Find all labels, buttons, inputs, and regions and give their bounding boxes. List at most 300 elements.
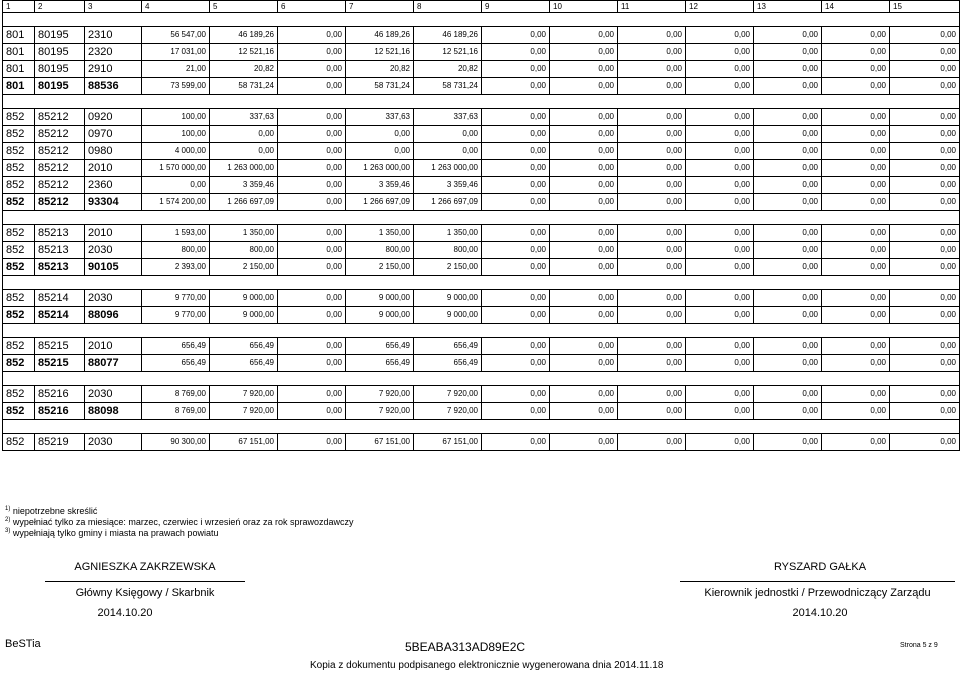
copy-note: Kopia z dokumentu podpisanego elektronicznie wygenerowana dnia 2014.11.18 (310, 660, 664, 671)
cell-col-1: 852 (3, 338, 35, 355)
cell-col-1: 852 (3, 109, 35, 126)
cell-col-6: 0,00 (278, 386, 346, 403)
table-row (3, 177, 960, 194)
separator-row (3, 95, 960, 109)
cell-col-9: 0,00 (482, 434, 550, 451)
cell-col-6: 0,00 (278, 109, 346, 126)
cell-col-9: 0,00 (482, 307, 550, 324)
signature-left-role: Główny Księgowy / Skarbnik (75, 587, 215, 599)
cell-col-5: 12 521,16 (210, 44, 278, 61)
cell-col-10: 0,00 (550, 27, 618, 44)
cell-col-12: 0,00 (686, 126, 754, 143)
cell-col-7: 1 350,00 (346, 225, 414, 242)
cell-col-11: 0,00 (618, 434, 686, 451)
cell-col-12: 0,00 (686, 27, 754, 44)
cell-col-1: 852 (3, 143, 35, 160)
cell-col-14: 0,00 (822, 44, 890, 61)
cell-col-6: 0,00 (278, 434, 346, 451)
cell-col-11: 0,00 (618, 143, 686, 160)
subtotal-row (3, 78, 960, 95)
cell-col-2: 85213 (35, 259, 85, 276)
header-cell: 7 (346, 1, 414, 13)
cell-col-10: 0,00 (550, 403, 618, 420)
cell-col-1: 852 (3, 386, 35, 403)
cell-col-4: 17 031,00 (142, 44, 210, 61)
cell-col-15: 0,00 (890, 126, 960, 143)
cell-col-8: 12 521,16 (414, 44, 482, 61)
cell-col-10: 0,00 (550, 225, 618, 242)
cell-col-9: 0,00 (482, 143, 550, 160)
signature-right-line (680, 581, 955, 582)
cell-col-15: 0,00 (890, 194, 960, 211)
cell-col-5: 1 266 697,09 (210, 194, 278, 211)
cell-col-11: 0,00 (618, 242, 686, 259)
cell-col-5: 656,49 (210, 355, 278, 372)
cell-col-8: 9 000,00 (414, 290, 482, 307)
cell-col-15: 0,00 (890, 259, 960, 276)
cell-col-10: 0,00 (550, 307, 618, 324)
table-row (3, 160, 960, 177)
cell-col-3: 2010 (85, 160, 142, 177)
cell-col-1: 852 (3, 160, 35, 177)
cell-col-7: 9 000,00 (346, 290, 414, 307)
cell-col-7: 12 521,16 (346, 44, 414, 61)
cell-col-13: 0,00 (754, 338, 822, 355)
cell-col-6: 0,00 (278, 143, 346, 160)
separator-row (3, 211, 960, 225)
cell-col-11: 0,00 (618, 290, 686, 307)
cell-col-8: 7 920,00 (414, 386, 482, 403)
cell-col-4: 73 599,00 (142, 78, 210, 95)
cell-col-7: 67 151,00 (346, 434, 414, 451)
cell-col-1: 852 (3, 355, 35, 372)
signature-right-name: RYSZARD GAŁKA (773, 561, 867, 573)
cell-col-6: 0,00 (278, 355, 346, 372)
cell-col-8: 337,63 (414, 109, 482, 126)
cell-col-12: 0,00 (686, 307, 754, 324)
cell-col-12: 0,00 (686, 403, 754, 420)
cell-col-13: 0,00 (754, 307, 822, 324)
cell-col-11: 0,00 (618, 338, 686, 355)
cell-col-1: 852 (3, 194, 35, 211)
table-row (3, 338, 960, 355)
cell-col-13: 0,00 (754, 44, 822, 61)
cell-col-15: 0,00 (890, 27, 960, 44)
cell-col-1: 801 (3, 61, 35, 78)
table-row (3, 242, 960, 259)
cell-col-14: 0,00 (822, 355, 890, 372)
cell-col-1: 852 (3, 259, 35, 276)
cell-col-15: 0,00 (890, 403, 960, 420)
cell-col-14: 0,00 (822, 177, 890, 194)
cell-col-10: 0,00 (550, 126, 618, 143)
footnote-3-text: wypełniają tylko gminy i miasta na prawach powiatu (12, 528, 219, 538)
cell-col-10: 0,00 (550, 61, 618, 78)
cell-col-8: 20,82 (414, 61, 482, 78)
cell-col-15: 0,00 (890, 386, 960, 403)
cell-col-2: 85215 (35, 338, 85, 355)
cell-col-4: 100,00 (142, 109, 210, 126)
cell-col-4: 1 570 000,00 (142, 160, 210, 177)
cell-col-4: 656,49 (142, 355, 210, 372)
cell-col-7: 0,00 (346, 143, 414, 160)
cell-col-4: 2 393,00 (142, 259, 210, 276)
cell-col-8: 800,00 (414, 242, 482, 259)
cell-col-6: 0,00 (278, 177, 346, 194)
cell-col-5: 7 920,00 (210, 403, 278, 420)
cell-col-7: 656,49 (346, 355, 414, 372)
cell-col-5: 337,63 (210, 109, 278, 126)
cell-col-10: 0,00 (550, 386, 618, 403)
cell-col-9: 0,00 (482, 386, 550, 403)
cell-col-13: 0,00 (754, 355, 822, 372)
cell-col-3: 2310 (85, 27, 142, 44)
cell-col-2: 85213 (35, 242, 85, 259)
cell-col-11: 0,00 (618, 403, 686, 420)
cell-col-9: 0,00 (482, 290, 550, 307)
signature-right-date: 2014.10.20 (792, 607, 848, 619)
cell-col-8: 7 920,00 (414, 403, 482, 420)
cell-col-13: 0,00 (754, 434, 822, 451)
cell-col-6: 0,00 (278, 44, 346, 61)
cell-col-3: 93304 (85, 194, 142, 211)
cell-col-2: 80195 (35, 27, 85, 44)
cell-col-1: 801 (3, 78, 35, 95)
table-row (3, 434, 960, 451)
cell-col-12: 0,00 (686, 177, 754, 194)
cell-col-3: 2030 (85, 242, 142, 259)
cell-col-9: 0,00 (482, 355, 550, 372)
table-row (3, 27, 960, 44)
table-row (3, 143, 960, 160)
header-cell: 1 (3, 1, 35, 13)
cell-col-14: 0,00 (822, 225, 890, 242)
cell-col-14: 0,00 (822, 78, 890, 95)
cell-col-13: 0,00 (754, 242, 822, 259)
cell-col-12: 0,00 (686, 386, 754, 403)
report-table (2, 0, 960, 451)
cell-col-3: 2910 (85, 61, 142, 78)
cell-col-11: 0,00 (618, 160, 686, 177)
cell-col-10: 0,00 (550, 338, 618, 355)
cell-col-11: 0,00 (618, 27, 686, 44)
cell-col-8: 0,00 (414, 143, 482, 160)
cell-col-4: 100,00 (142, 126, 210, 143)
cell-col-12: 0,00 (686, 355, 754, 372)
cell-col-15: 0,00 (890, 338, 960, 355)
header-cell: 6 (278, 1, 346, 13)
cell-col-12: 0,00 (686, 290, 754, 307)
subtotal-row (3, 355, 960, 372)
cell-col-9: 0,00 (482, 61, 550, 78)
cell-col-10: 0,00 (550, 355, 618, 372)
cell-col-5: 0,00 (210, 143, 278, 160)
cell-col-6: 0,00 (278, 61, 346, 78)
cell-col-1: 852 (3, 434, 35, 451)
cell-col-11: 0,00 (618, 225, 686, 242)
cell-col-10: 0,00 (550, 44, 618, 61)
subtotal-row (3, 307, 960, 324)
footnote-1-text: niepotrzebne skreślić (12, 506, 98, 516)
cell-col-4: 90 300,00 (142, 434, 210, 451)
cell-col-7: 20,82 (346, 61, 414, 78)
cell-col-3: 2320 (85, 44, 142, 61)
cell-col-5: 9 000,00 (210, 290, 278, 307)
cell-col-15: 0,00 (890, 242, 960, 259)
cell-col-2: 85212 (35, 160, 85, 177)
cell-col-15: 0,00 (890, 109, 960, 126)
header-cell: 12 (686, 1, 754, 13)
header-cell: 3 (85, 1, 142, 13)
cell-col-1: 852 (3, 242, 35, 259)
cell-col-8: 58 731,24 (414, 78, 482, 95)
cell-col-3: 2360 (85, 177, 142, 194)
cell-col-9: 0,00 (482, 177, 550, 194)
cell-col-2: 85214 (35, 290, 85, 307)
cell-col-13: 0,00 (754, 225, 822, 242)
cell-col-14: 0,00 (822, 259, 890, 276)
cell-col-3: 0920 (85, 109, 142, 126)
cell-col-6: 0,00 (278, 225, 346, 242)
cell-col-2: 85212 (35, 109, 85, 126)
cell-col-10: 0,00 (550, 290, 618, 307)
cell-col-4: 0,00 (142, 177, 210, 194)
header-cell: 9 (482, 1, 550, 13)
footnote-3: $^{3)}$ wypełniają tylko gminy i miasta na prawach powiatu (5, 528, 219, 538)
cell-col-2: 80195 (35, 61, 85, 78)
cell-col-10: 0,00 (550, 259, 618, 276)
cell-col-10: 0,00 (550, 143, 618, 160)
cell-col-1: 852 (3, 126, 35, 143)
cell-col-5: 9 000,00 (210, 307, 278, 324)
cell-col-2: 85212 (35, 194, 85, 211)
cell-col-13: 0,00 (754, 126, 822, 143)
cell-col-8: 3 359,46 (414, 177, 482, 194)
cell-col-13: 0,00 (754, 386, 822, 403)
cell-col-7: 3 359,46 (346, 177, 414, 194)
cell-col-3: 88536 (85, 78, 142, 95)
cell-col-9: 0,00 (482, 338, 550, 355)
cell-col-6: 0,00 (278, 307, 346, 324)
cell-col-14: 0,00 (822, 109, 890, 126)
cell-col-4: 1 593,00 (142, 225, 210, 242)
cell-col-13: 0,00 (754, 259, 822, 276)
cell-col-1: 852 (3, 225, 35, 242)
cell-col-15: 0,00 (890, 177, 960, 194)
cell-col-10: 0,00 (550, 109, 618, 126)
cell-col-7: 1 266 697,09 (346, 194, 414, 211)
table-row (3, 126, 960, 143)
cell-col-9: 0,00 (482, 403, 550, 420)
cell-col-14: 0,00 (822, 242, 890, 259)
header-row (3, 1, 960, 13)
cell-col-15: 0,00 (890, 61, 960, 78)
cell-col-9: 0,00 (482, 27, 550, 44)
cell-col-2: 85219 (35, 434, 85, 451)
cell-col-11: 0,00 (618, 78, 686, 95)
cell-col-5: 7 920,00 (210, 386, 278, 403)
cell-col-14: 0,00 (822, 160, 890, 177)
header-cell: 15 (890, 1, 960, 13)
separator-row (3, 324, 960, 338)
cell-col-14: 0,00 (822, 307, 890, 324)
cell-col-2: 85214 (35, 307, 85, 324)
cell-col-3: 2010 (85, 225, 142, 242)
separator-row (3, 372, 960, 386)
cell-col-6: 0,00 (278, 338, 346, 355)
cell-col-11: 0,00 (618, 386, 686, 403)
cell-col-7: 337,63 (346, 109, 414, 126)
cell-col-13: 0,00 (754, 290, 822, 307)
cell-col-3: 90105 (85, 259, 142, 276)
cell-col-9: 0,00 (482, 109, 550, 126)
cell-col-5: 67 151,00 (210, 434, 278, 451)
cell-col-12: 0,00 (686, 78, 754, 95)
cell-col-5: 800,00 (210, 242, 278, 259)
cell-col-15: 0,00 (890, 434, 960, 451)
table-row (3, 61, 960, 78)
cell-col-5: 0,00 (210, 126, 278, 143)
document-code: 5BEABA313AD89E2C (405, 640, 526, 654)
cell-col-7: 800,00 (346, 242, 414, 259)
cell-col-4: 8 769,00 (142, 386, 210, 403)
header-cell: 4 (142, 1, 210, 13)
cell-col-14: 0,00 (822, 290, 890, 307)
cell-col-8: 46 189,26 (414, 27, 482, 44)
cell-col-11: 0,00 (618, 44, 686, 61)
cell-col-12: 0,00 (686, 434, 754, 451)
cell-col-14: 0,00 (822, 143, 890, 160)
cell-col-5: 1 350,00 (210, 225, 278, 242)
cell-col-6: 0,00 (278, 78, 346, 95)
cell-col-1: 852 (3, 307, 35, 324)
cell-col-3: 88096 (85, 307, 142, 324)
cell-col-3: 2030 (85, 386, 142, 403)
cell-col-11: 0,00 (618, 61, 686, 78)
cell-col-9: 0,00 (482, 194, 550, 211)
cell-col-10: 0,00 (550, 434, 618, 451)
cell-col-14: 0,00 (822, 194, 890, 211)
cell-col-4: 800,00 (142, 242, 210, 259)
cell-col-7: 0,00 (346, 126, 414, 143)
cell-col-3: 0970 (85, 126, 142, 143)
cell-col-14: 0,00 (822, 61, 890, 78)
table-row (3, 290, 960, 307)
cell-col-2: 80195 (35, 78, 85, 95)
header-cell: 5 (210, 1, 278, 13)
cell-col-12: 0,00 (686, 109, 754, 126)
cell-col-14: 0,00 (822, 386, 890, 403)
cell-col-6: 0,00 (278, 403, 346, 420)
cell-col-7: 7 920,00 (346, 403, 414, 420)
cell-col-9: 0,00 (482, 78, 550, 95)
cell-col-13: 0,00 (754, 177, 822, 194)
cell-col-12: 0,00 (686, 44, 754, 61)
cell-col-4: 4 000,00 (142, 143, 210, 160)
cell-col-3: 2010 (85, 338, 142, 355)
cell-col-12: 0,00 (686, 338, 754, 355)
cell-col-13: 0,00 (754, 143, 822, 160)
cell-col-1: 852 (3, 403, 35, 420)
cell-col-12: 0,00 (686, 242, 754, 259)
cell-col-7: 58 731,24 (346, 78, 414, 95)
cell-col-10: 0,00 (550, 78, 618, 95)
cell-col-13: 0,00 (754, 109, 822, 126)
cell-col-9: 0,00 (482, 225, 550, 242)
cell-col-8: 9 000,00 (414, 307, 482, 324)
cell-col-12: 0,00 (686, 160, 754, 177)
footnote-1: $^{1)}$ niepotrzebne skreślić (5, 506, 98, 516)
table-row (3, 386, 960, 403)
cell-col-13: 0,00 (754, 27, 822, 44)
brand-label: BeSTia (5, 638, 41, 650)
cell-col-4: 656,49 (142, 338, 210, 355)
cell-col-11: 0,00 (618, 177, 686, 194)
cell-col-14: 0,00 (822, 27, 890, 44)
cell-col-6: 0,00 (278, 194, 346, 211)
cell-col-12: 0,00 (686, 61, 754, 78)
cell-col-10: 0,00 (550, 160, 618, 177)
footnote-2: $^{2)}$ wypełniać tylko za miesiące: marzec, czerwiec i wrzesień oraz za rok sprawozdawczy (5, 517, 354, 527)
cell-col-5: 46 189,26 (210, 27, 278, 44)
cell-col-1: 852 (3, 290, 35, 307)
cell-col-7: 656,49 (346, 338, 414, 355)
cell-col-15: 0,00 (890, 225, 960, 242)
cell-col-3: 88098 (85, 403, 142, 420)
cell-col-3: 0980 (85, 143, 142, 160)
cell-col-7: 7 920,00 (346, 386, 414, 403)
cell-col-9: 0,00 (482, 44, 550, 61)
cell-col-14: 0,00 (822, 338, 890, 355)
signature-left-line (45, 581, 245, 582)
header-cell: 8 (414, 1, 482, 13)
cell-col-2: 80195 (35, 44, 85, 61)
cell-col-8: 2 150,00 (414, 259, 482, 276)
cell-col-15: 0,00 (890, 290, 960, 307)
cell-col-14: 0,00 (822, 403, 890, 420)
cell-col-8: 0,00 (414, 126, 482, 143)
subtotal-row (3, 259, 960, 276)
cell-col-2: 85216 (35, 386, 85, 403)
signature-right-role: Kierownik jednostki / Przewodniczący Zarządu (704, 587, 931, 599)
cell-col-10: 0,00 (550, 177, 618, 194)
subtotal-row (3, 194, 960, 211)
header-cell: 11 (618, 1, 686, 13)
cell-col-11: 0,00 (618, 194, 686, 211)
cell-col-12: 0,00 (686, 194, 754, 211)
cell-col-14: 0,00 (822, 434, 890, 451)
cell-col-5: 1 263 000,00 (210, 160, 278, 177)
cell-col-4: 1 574 200,00 (142, 194, 210, 211)
separator-row (3, 13, 960, 27)
page-number: Strona 5 z 9 (900, 642, 938, 649)
cell-col-2: 85212 (35, 177, 85, 194)
cell-col-1: 801 (3, 44, 35, 61)
cell-col-8: 1 266 697,09 (414, 194, 482, 211)
cell-col-1: 801 (3, 27, 35, 44)
cell-col-14: 0,00 (822, 126, 890, 143)
cell-col-8: 67 151,00 (414, 434, 482, 451)
cell-col-3: 2030 (85, 434, 142, 451)
cell-col-9: 0,00 (482, 242, 550, 259)
cell-col-9: 0,00 (482, 259, 550, 276)
cell-col-3: 2030 (85, 290, 142, 307)
cell-col-6: 0,00 (278, 259, 346, 276)
cell-col-5: 3 359,46 (210, 177, 278, 194)
cell-col-12: 0,00 (686, 225, 754, 242)
cell-col-9: 0,00 (482, 126, 550, 143)
signature-left-date: 2014.10.20 (97, 607, 153, 619)
